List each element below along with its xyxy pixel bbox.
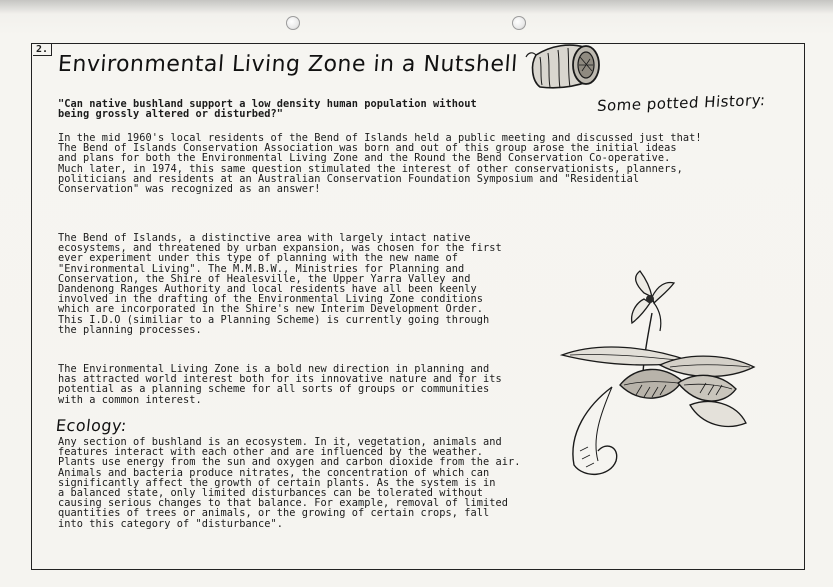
text-line: into this category of "disturbance". (58, 517, 283, 530)
history-paragraph (58, 133, 702, 194)
text-line: quantities of trees or animals, or the growing of certain crops, fall (58, 507, 490, 520)
bend-of-islands-paragraph (58, 233, 502, 335)
history-subheading: Some potted History: (596, 91, 767, 115)
text-line: This I.D.O (similiar to a Planning Scheme) is currently going through (58, 313, 490, 326)
text-line: The Bend of Islands Conservation Association was born and out of this group arose the initial ideas (58, 142, 677, 155)
page-title: Environmental Living Zone in a Nutshell (57, 52, 519, 77)
text-line: Any section of bushland is an ecosystem. In it, vegetation, animals and (58, 436, 502, 448)
hollow-log-illustration (522, 41, 602, 95)
text-line: Animals and bacteria produce nitrates, the concentration of which can (58, 466, 490, 479)
text-line: causing serious changes to that balance. For example, removal of limited (58, 497, 508, 510)
text-line: significantly affect the growth of certain plants. As the system is in (58, 476, 496, 489)
text-line: has attracted world interest both for its innovative nature and for its (58, 373, 502, 386)
text-line: ever experiment under this type of planning with the new name of (58, 252, 458, 265)
punch-hole-left (286, 16, 300, 30)
text-line: Conservation" was recognized as an answer! (58, 183, 321, 196)
punch-hole-right (512, 16, 526, 30)
ecology-heading: Ecology: (55, 416, 128, 435)
text-line: a balanced state, only limited disturbances can be tolerated without (58, 487, 483, 500)
text-line: potential as a planning scheme for all sorts of groups or communities (58, 383, 490, 396)
opening-quote (58, 99, 477, 119)
text-line: The Bend of Islands, a distinctive area with largely intact native (58, 232, 471, 244)
text-line: In the mid 1960's local residents of the Bend of Islands held a public meeting and discussed just that! (58, 132, 702, 144)
orchid-illustration (540, 255, 760, 485)
text-line: ecosystems, and threatened by urban expansion, was chosen for the first (58, 242, 502, 255)
text-line: features interact with each other and are influenced by the weather. (58, 446, 483, 459)
zone-paragraph (58, 364, 502, 405)
text-line: involved in the drafting of the Environmental Living Zone conditions (58, 293, 483, 306)
text-line: "Environmental Living". The M.M.B.W., Ministries for Planning and (58, 262, 465, 275)
text-line: Much later, in 1974, this same question stimulated the interest of other conservationists, planners, (58, 162, 683, 175)
text-line: Dandenong Ranges Authority and local residents have all been keenly (58, 283, 477, 296)
text-line: and plans for both the Environmental Living Zone and the Round the Bend Conservation Co-operative. (58, 152, 671, 165)
page-top-shadow (0, 0, 833, 14)
text-line: which are incorporated in the Shire's new Interim Development Order. (58, 303, 483, 316)
quote-line: "Can native bushland support a low density human population without (58, 98, 477, 110)
text-line: The Environmental Living Zone is a bold new direction in planning and (58, 363, 490, 375)
text-line: Plants use energy from the sun and oxygen and carbon dioxide from the air. (58, 456, 521, 469)
page-number: 2. (33, 44, 52, 56)
text-line: politicians and residents at an Australian Conservation Foundation Symposium and "Residential (58, 172, 640, 185)
text-line: Conservation, the Shire of Healesville, the Upper Yarra Valley and (58, 272, 471, 285)
text-line: with a common interest. (58, 393, 202, 406)
quote-line: being grossly altered or disturbed?" (58, 108, 283, 121)
ecology-paragraph (58, 437, 520, 529)
text-line: the planning processes. (58, 323, 202, 336)
